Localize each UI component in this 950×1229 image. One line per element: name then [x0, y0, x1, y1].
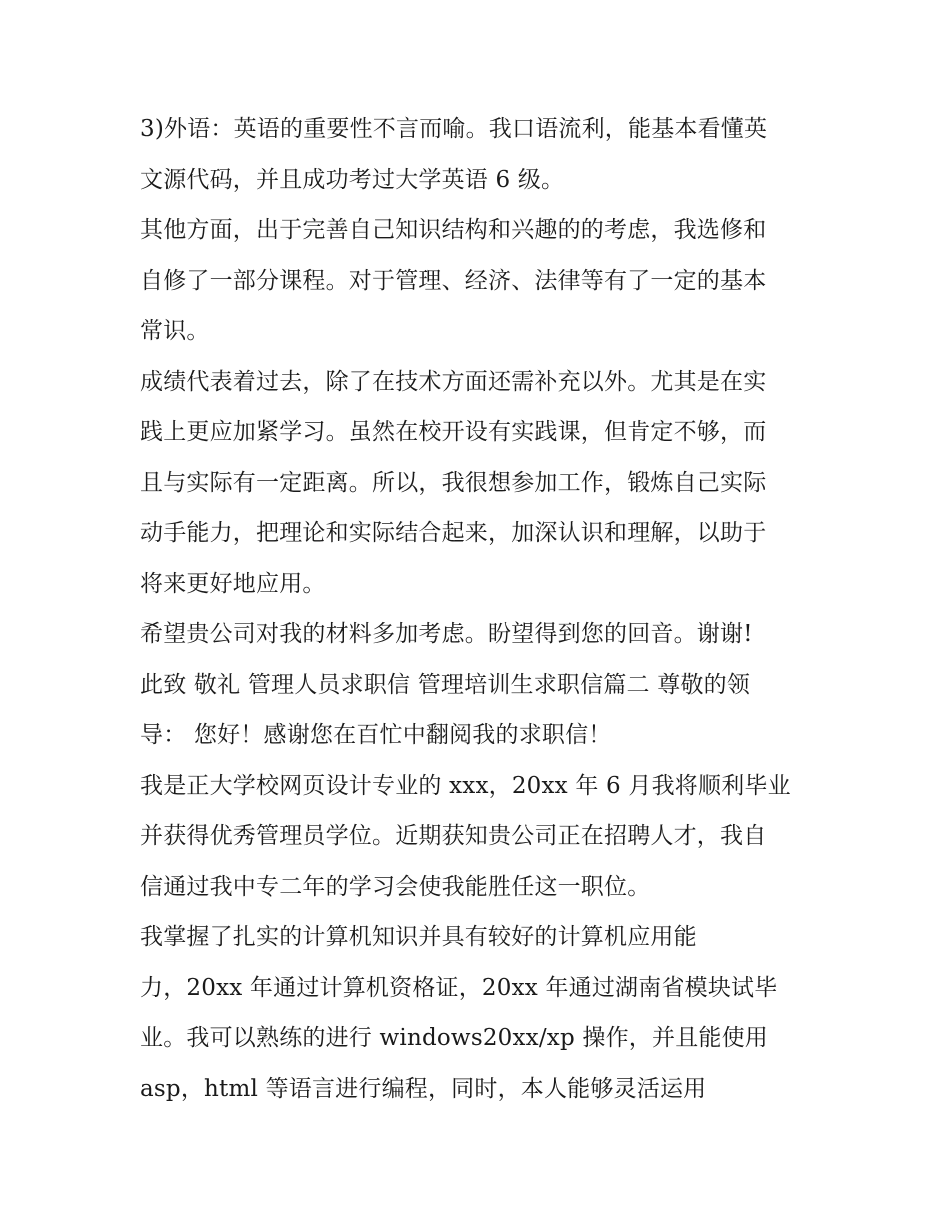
text-line: 其他方面，出于完善自己知识结构和兴趣的的考虑，我选修和 — [140, 217, 767, 243]
text-line: 文源代码，并且成功考过大学英语 6 级。 — [140, 166, 565, 193]
text-line: 此致 敬礼 管理人员求职信 管理培训生求职信篇二 尊敬的领 — [140, 671, 751, 698]
text-line: 并获得优秀管理员学位。近期获知贵公司正在招聘人才，我自 — [140, 823, 767, 849]
text-line: 践上更应加紧学习。虽然在校开设有实践课，但肯定不够，而 — [140, 419, 767, 445]
text-line: 成绩代表着过去，除了在技术方面还需补充以外。尤其是在实 — [140, 368, 767, 395]
text-line: 业。我可以熟练的进行 windows20xx/xp 操作，并且能使用 — [140, 1025, 768, 1051]
document-body — [140, 104, 840, 1114]
text-line: 我是正大学校网页设计专业的 xxx，20xx 年 6 月我将顺利毕业 — [140, 772, 791, 799]
text-line: 力，20xx 年通过计算机资格证，20xx 年通过湖南省模块试毕 — [140, 974, 778, 1001]
text-line: 3)外语：英语的重要性不言而喻。我口语流利，能基本看懂英 — [140, 116, 768, 142]
text-line: 动手能力，把理论和实际结合起来，加深认识和理解，以助于 — [140, 520, 767, 546]
text-line: 且与实际有一定距离。所以，我很想参加工作，锻炼自己实际 — [140, 469, 767, 496]
text-line: 自修了一部分课程。对于管理、经济、法律等有了一定的基本 — [140, 267, 767, 294]
text-line: 常识。 — [140, 318, 210, 344]
text-line: 将来更好地应用。 — [140, 570, 326, 597]
text-line: 导： 您好！感谢您在百忙中翻阅我的求职信！ — [140, 722, 612, 748]
text-line: asp，html 等语言进行编程，同时，本人能够灵活运用 — [140, 1075, 707, 1102]
text-line: 信通过我中专二年的学习会使我能胜任这一职位。 — [140, 873, 651, 900]
text-line: 我掌握了扎实的计算机知识并具有较好的计算机应用能 — [140, 924, 697, 950]
text-line: 希望贵公司对我的材料多加考虑。盼望得到您的回音。谢谢! — [140, 621, 753, 647]
